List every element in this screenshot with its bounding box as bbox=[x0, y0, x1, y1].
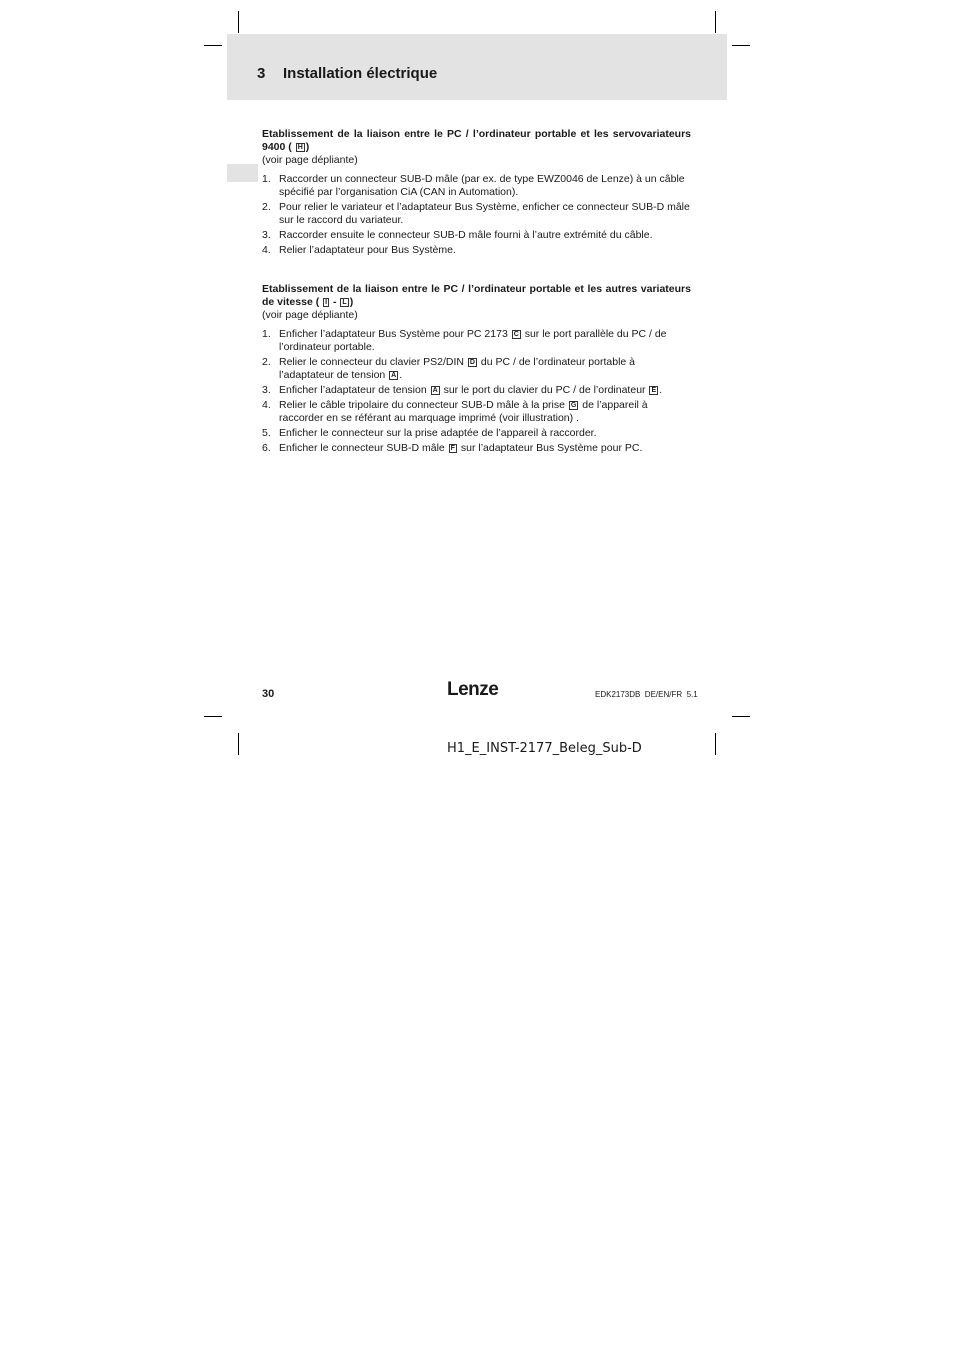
steps-list bbox=[262, 328, 691, 455]
steps-list bbox=[262, 173, 691, 257]
list-item: 2. Pour relier le variateur et l’adaptateur Bus Système, enficher ce connecteur SUB-D mâle sur le raccord du variateur. bbox=[262, 201, 690, 226]
list-item: 6. Enficher le connecteur SUB-D mâle F sur l’adaptateur Bus Système pour PC. bbox=[262, 442, 643, 454]
page-number: 30 bbox=[262, 688, 275, 700]
list-item: 3. Raccorder ensuite le connecteur SUB-D mâle fourni à l’autre extrémité du câble. bbox=[262, 229, 653, 241]
crop-mark bbox=[238, 733, 239, 755]
crop-mark bbox=[715, 11, 716, 33]
figure-key: G bbox=[570, 402, 577, 409]
chapter-number: 3 bbox=[257, 65, 266, 82]
chapter-title: Installation électrique bbox=[283, 65, 438, 82]
figure-key: A bbox=[432, 387, 438, 394]
section-subtitle: (voir page dépliante) bbox=[262, 154, 358, 166]
crop-mark bbox=[204, 45, 222, 46]
side-tab-marker bbox=[227, 164, 258, 182]
list-item: 4. Relier l’adaptateur pour Bus Système. bbox=[262, 244, 456, 256]
crop-mark bbox=[732, 45, 750, 46]
figure-key: A bbox=[391, 372, 397, 379]
section-title: Etablissement de la liaison entre le PC / l’ordinateur portable et les autres variateurs de vitesse ( I - L ) bbox=[262, 283, 691, 308]
figure-key: F bbox=[450, 445, 455, 452]
section-title: Etablissement de la liaison entre le PC / l’ordinateur portable et les servovariateurs 9400 ( H ) bbox=[262, 128, 691, 153]
figure-key: H bbox=[297, 144, 303, 151]
list-item: 5. Enficher le connecteur sur la prise adaptée de l’appareil à raccorder. bbox=[262, 427, 597, 439]
section-subtitle: (voir page dépliante) bbox=[262, 309, 358, 321]
list-item: 3. Enficher l’adaptateur de tension A sur le port du clavier du PC / de l’ordinateur E . bbox=[262, 384, 663, 396]
list-item: 1. Enficher l’adaptateur Bus Système pour PC 2173 C sur le port parallèle du PC / de l’ordinateur portable. bbox=[262, 328, 667, 353]
figure-key: E bbox=[651, 387, 657, 394]
lenze-logo: Lenze bbox=[447, 679, 499, 700]
section-servovariateurs bbox=[262, 128, 691, 259]
figure-key: I bbox=[325, 299, 328, 306]
list-item: 1. Raccorder un connecteur SUB-D mâle (par ex. de type EWZ0046 de Lenze) à un câble spécifié par l’organisation CiA (CAN in Automation). bbox=[262, 173, 685, 198]
crop-mark bbox=[715, 733, 716, 755]
document-code: EDK2173DB DE/EN/FR 5.1 bbox=[595, 690, 698, 699]
crop-mark bbox=[732, 716, 750, 717]
figure-key: D bbox=[469, 359, 475, 366]
figure-key: L bbox=[342, 299, 347, 306]
crop-mark bbox=[204, 716, 222, 717]
section-autres-variateurs bbox=[262, 283, 691, 457]
crop-mark bbox=[238, 11, 239, 33]
list-item: 4. Relier le câble tripolaire du connecteur SUB-D mâle à la prise G de l’appareil à raccorder en se référant au marquage imprimé (voir illustration) . bbox=[262, 399, 648, 424]
list-item: 2. Relier le connecteur du clavier PS2/DIN D du PC / de l’ordinateur portable à l’adaptateur de tension A . bbox=[262, 356, 635, 381]
figure-key: C bbox=[513, 331, 519, 338]
file-label: H1_E_INST-2177_Beleg_Sub-D bbox=[447, 741, 642, 756]
